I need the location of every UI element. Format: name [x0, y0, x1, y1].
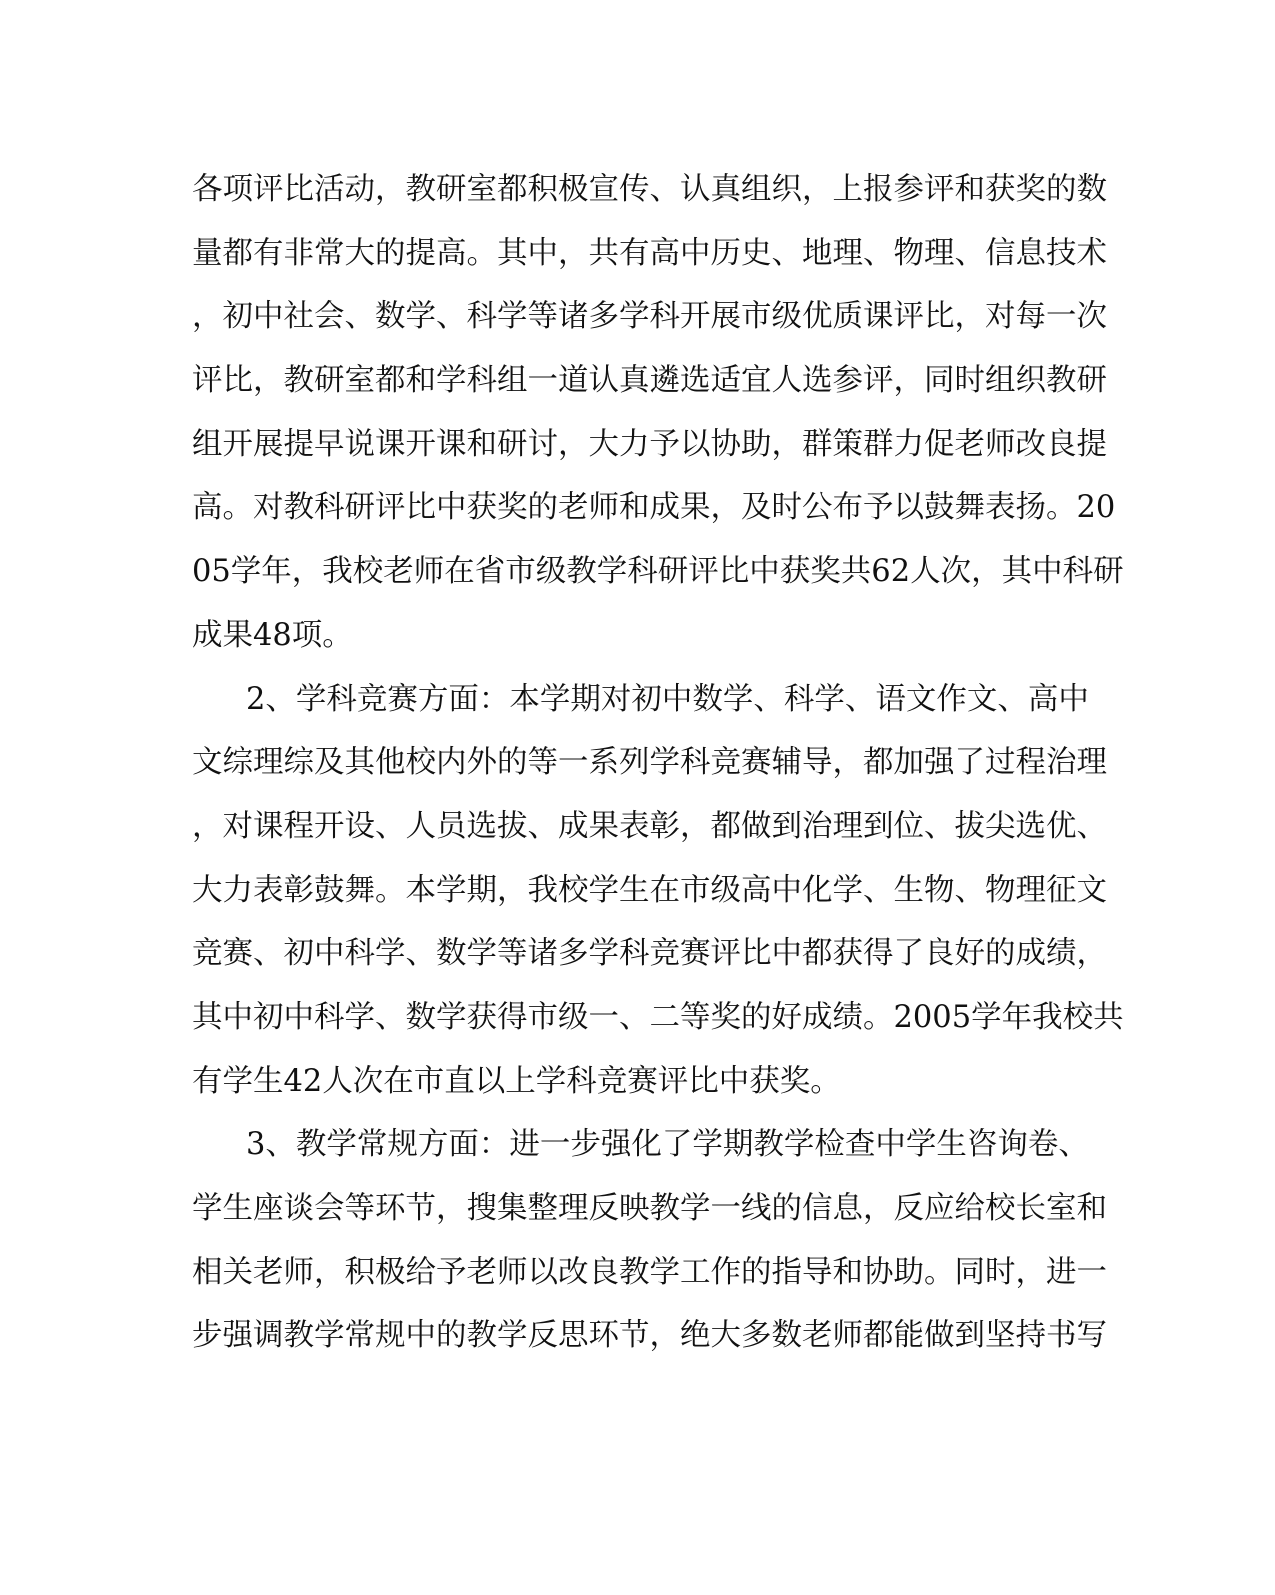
- text-line: 各项评比活动，教研室都积极宣传、认真组织，上报参评和获奖的数: [192, 172, 1107, 207]
- text-line: 有学生42人次在市直以上学科竞赛评比中获奖。: [192, 1063, 841, 1099]
- text-line: 文综理综及其他校内外的等一系列学科竞赛辅导，都加强了过程治理: [192, 745, 1107, 781]
- text-line: 评比，教研室都和学科组一道认真遴选适宜人选参评，同时组织教研: [192, 363, 1107, 399]
- text-line: 05学年，我校老师在省市级教学科研评比中获奖共62人次，其中科研: [192, 554, 1124, 590]
- text-line: ，初中社会、数学、科学等诸多学科开展市级优质课评比，对每一次: [192, 299, 1107, 335]
- paragraph-start-line: 3、教学常规方面：进一步强化了学期教学检查中学生咨询卷、: [246, 1127, 1089, 1163]
- text-line: 学生座谈会等环节，搜集整理反映教学一线的信息，反应给校长室和: [192, 1191, 1107, 1226]
- paragraph-start-line: 2、学科竞赛方面：本学期对初中数学、科学、语文作文、高中: [246, 681, 1089, 717]
- body-text: [192, 158, 1124, 1368]
- text-line: 成果48项。: [192, 617, 353, 653]
- text-line: 组开展提早说课开课和研讨，大力予以协助，群策群力促老师改良提: [192, 426, 1107, 462]
- text-line: 量都有非常大的提高。其中，共有高中历史、地理、物理、信息技术: [192, 235, 1107, 271]
- text-line: 步强调教学常规中的教学反思环节，绝大多数老师都能做到坚持书写: [192, 1318, 1107, 1354]
- text-line: ，对课程开设、人员选拔、成果表彰，都做到治理到位、拔尖选优、: [192, 808, 1107, 844]
- text-line: 相关老师，积极给予老师以改良教学工作的指导和协助。同时，进一: [192, 1254, 1107, 1290]
- text-line: 大力表彰鼓舞。本学期，我校学生在市级高中化学、生物、物理征文: [192, 872, 1107, 908]
- text-line: 竞赛、初中科学、数学等诸多学科竞赛评比中都获得了良好的成绩，: [192, 936, 1107, 972]
- text-line: 其中初中科学、数学获得市级一、二等奖的好成绩。2005学年我校共: [192, 999, 1124, 1035]
- text-line: 高。对教科研评比中获奖的老师和成果，及时公布予以鼓舞表扬。20: [192, 490, 1116, 526]
